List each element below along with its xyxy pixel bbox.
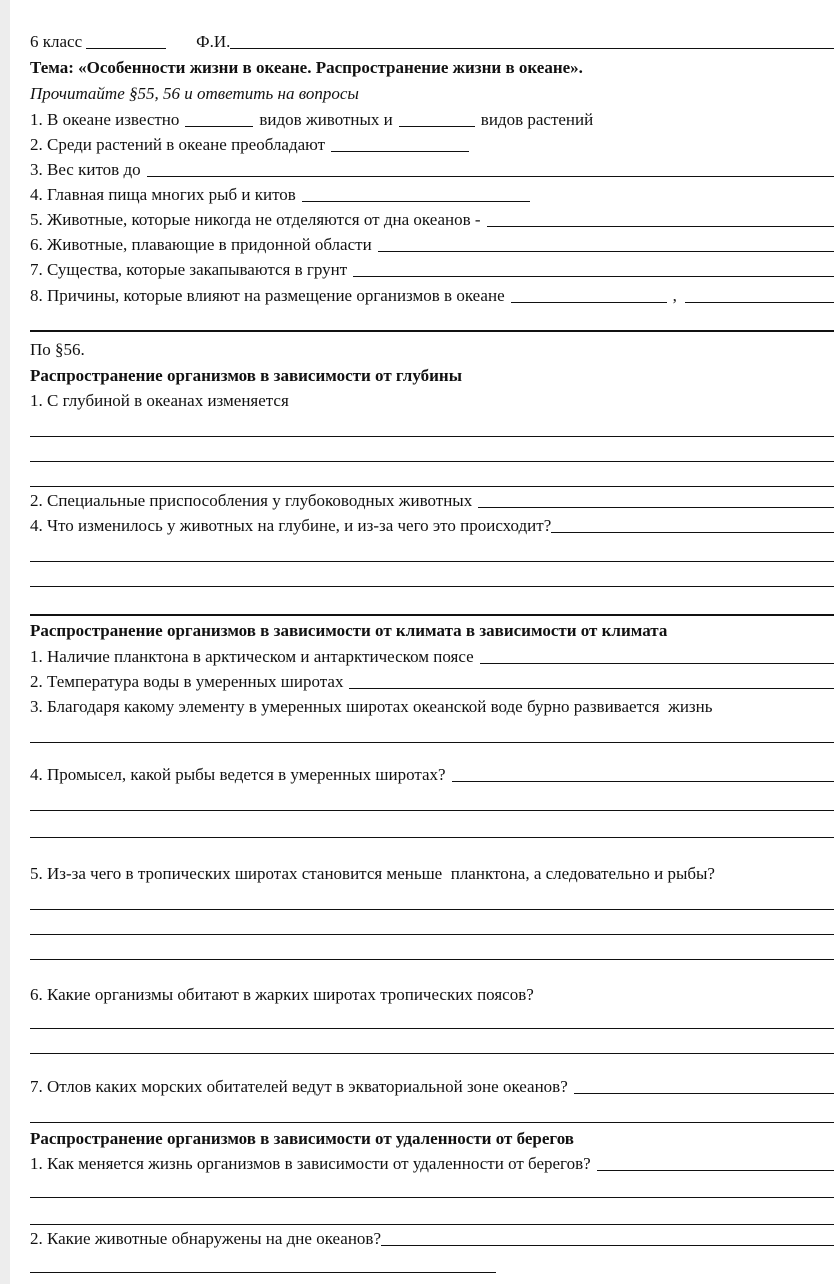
answer-line[interactable] bbox=[30, 959, 834, 960]
section-divider bbox=[30, 330, 834, 332]
question-4: 4. Главная пища многих рыб и китов bbox=[30, 185, 834, 205]
answer-blank[interactable] bbox=[353, 275, 834, 277]
scan-margin bbox=[0, 0, 10, 1284]
depth-question-2: 2. Специальные приспособления у глубоководных животных bbox=[30, 491, 834, 511]
answer-line[interactable] bbox=[30, 486, 834, 487]
question-8: 8. Причины, которые влияют на размещение организмов в океане , bbox=[30, 286, 834, 306]
answer-blank[interactable] bbox=[452, 780, 834, 782]
answer-line[interactable] bbox=[30, 1028, 834, 1029]
depth-question-1: 1. С глубиной в океанах изменяется bbox=[30, 391, 289, 410]
answer-blank[interactable] bbox=[511, 301, 667, 303]
answer-blank[interactable] bbox=[487, 225, 834, 227]
grade-blank[interactable] bbox=[86, 47, 166, 49]
answer-blank[interactable] bbox=[478, 506, 834, 508]
section-heading-climate: Распространение организмов в зависимости от климата в зависимости от климата bbox=[30, 621, 668, 640]
climate-question-6: 6. Какие организмы обитают в жарких широтах тропических поясов? bbox=[30, 985, 534, 1004]
answer-line[interactable] bbox=[30, 909, 834, 910]
name-blank[interactable] bbox=[230, 47, 834, 49]
answer-line[interactable] bbox=[30, 586, 834, 587]
answer-line[interactable] bbox=[30, 561, 834, 562]
answer-blank[interactable] bbox=[349, 687, 834, 689]
answer-line[interactable] bbox=[30, 436, 834, 437]
question-6: 6. Животные, плавающие в придонной области bbox=[30, 235, 834, 255]
topic-title: Тема: «Особенности жизни в океане. Распространение жизни в океане». bbox=[30, 58, 583, 77]
climate-question-2: 2. Температура воды в умеренных широтах bbox=[30, 672, 834, 692]
depth-question-4: 4. Что изменилось у животных на глубине, и из-за чего это происходит? bbox=[30, 516, 834, 536]
answer-line[interactable] bbox=[30, 1224, 834, 1225]
answer-blank[interactable] bbox=[331, 150, 469, 152]
question-3: 3. Вес китов до bbox=[30, 160, 834, 180]
climate-question-3: 3. Благодаря какому элементу в умеренных широтах океанской воде бурно развивается жизнь bbox=[30, 697, 713, 716]
question-1: 1. В океане известно видов животных и видов растений bbox=[30, 110, 594, 129]
answer-blank[interactable] bbox=[399, 125, 475, 127]
answer-blank[interactable] bbox=[381, 1244, 834, 1246]
answer-line[interactable] bbox=[30, 1197, 834, 1198]
answer-blank[interactable] bbox=[574, 1092, 834, 1094]
distance-question-1: 1. Как меняется жизнь организмов в зависимости от удаленности от берегов? bbox=[30, 1154, 834, 1174]
question-5: 5. Животные, которые никогда не отделяются от дна океанов - bbox=[30, 210, 834, 230]
climate-question-4: 4. Промысел, какой рыбы ведется в умеренных широтах? bbox=[30, 765, 834, 785]
answer-blank[interactable] bbox=[597, 1169, 834, 1171]
climate-question-7: 7. Отлов каких морских обитателей ведут в экваториальной зоне океанов? bbox=[30, 1077, 834, 1097]
answer-line[interactable] bbox=[30, 1122, 834, 1123]
answer-blank[interactable] bbox=[147, 175, 834, 177]
climate-question-1: 1. Наличие планктона в арктическом и антарктическом поясе bbox=[30, 647, 834, 667]
answer-blank[interactable] bbox=[480, 662, 834, 664]
answer-line[interactable] bbox=[30, 1272, 496, 1273]
answer-line[interactable] bbox=[30, 837, 834, 838]
answer-blank[interactable] bbox=[378, 250, 834, 252]
question-7: 7. Существа, которые закапываются в грунт bbox=[30, 260, 834, 280]
section-divider bbox=[30, 614, 834, 616]
distance-question-2: 2. Какие животные обнаружены на дне океанов? bbox=[30, 1229, 834, 1249]
instruction: Прочитайте §55, 56 и ответить на вопросы bbox=[30, 84, 359, 103]
answer-line[interactable] bbox=[30, 810, 834, 811]
answer-line[interactable] bbox=[30, 461, 834, 462]
section-label: По §56. bbox=[30, 340, 85, 359]
header-line bbox=[30, 32, 834, 52]
grade-label: 6 класс bbox=[30, 32, 83, 51]
answer-blank[interactable] bbox=[302, 200, 530, 202]
answer-blank[interactable] bbox=[185, 125, 253, 127]
section-heading-depth: Распространение организмов в зависимости от глубины bbox=[30, 366, 462, 385]
climate-question-5: 5. Из-за чего в тропических широтах становится меньше планктона, а следовательно и рыбы? bbox=[30, 864, 715, 883]
question-2: 2. Среди растений в океане преобладают bbox=[30, 135, 834, 155]
answer-line[interactable] bbox=[30, 934, 834, 935]
answer-blank[interactable] bbox=[685, 301, 834, 303]
section-heading-distance: Распространение организмов в зависимости от удаленности от берегов bbox=[30, 1129, 574, 1148]
answer-blank[interactable] bbox=[551, 531, 834, 533]
answer-line[interactable] bbox=[30, 1053, 834, 1054]
answer-line[interactable] bbox=[30, 742, 834, 743]
name-label: Ф.И. bbox=[196, 32, 231, 51]
